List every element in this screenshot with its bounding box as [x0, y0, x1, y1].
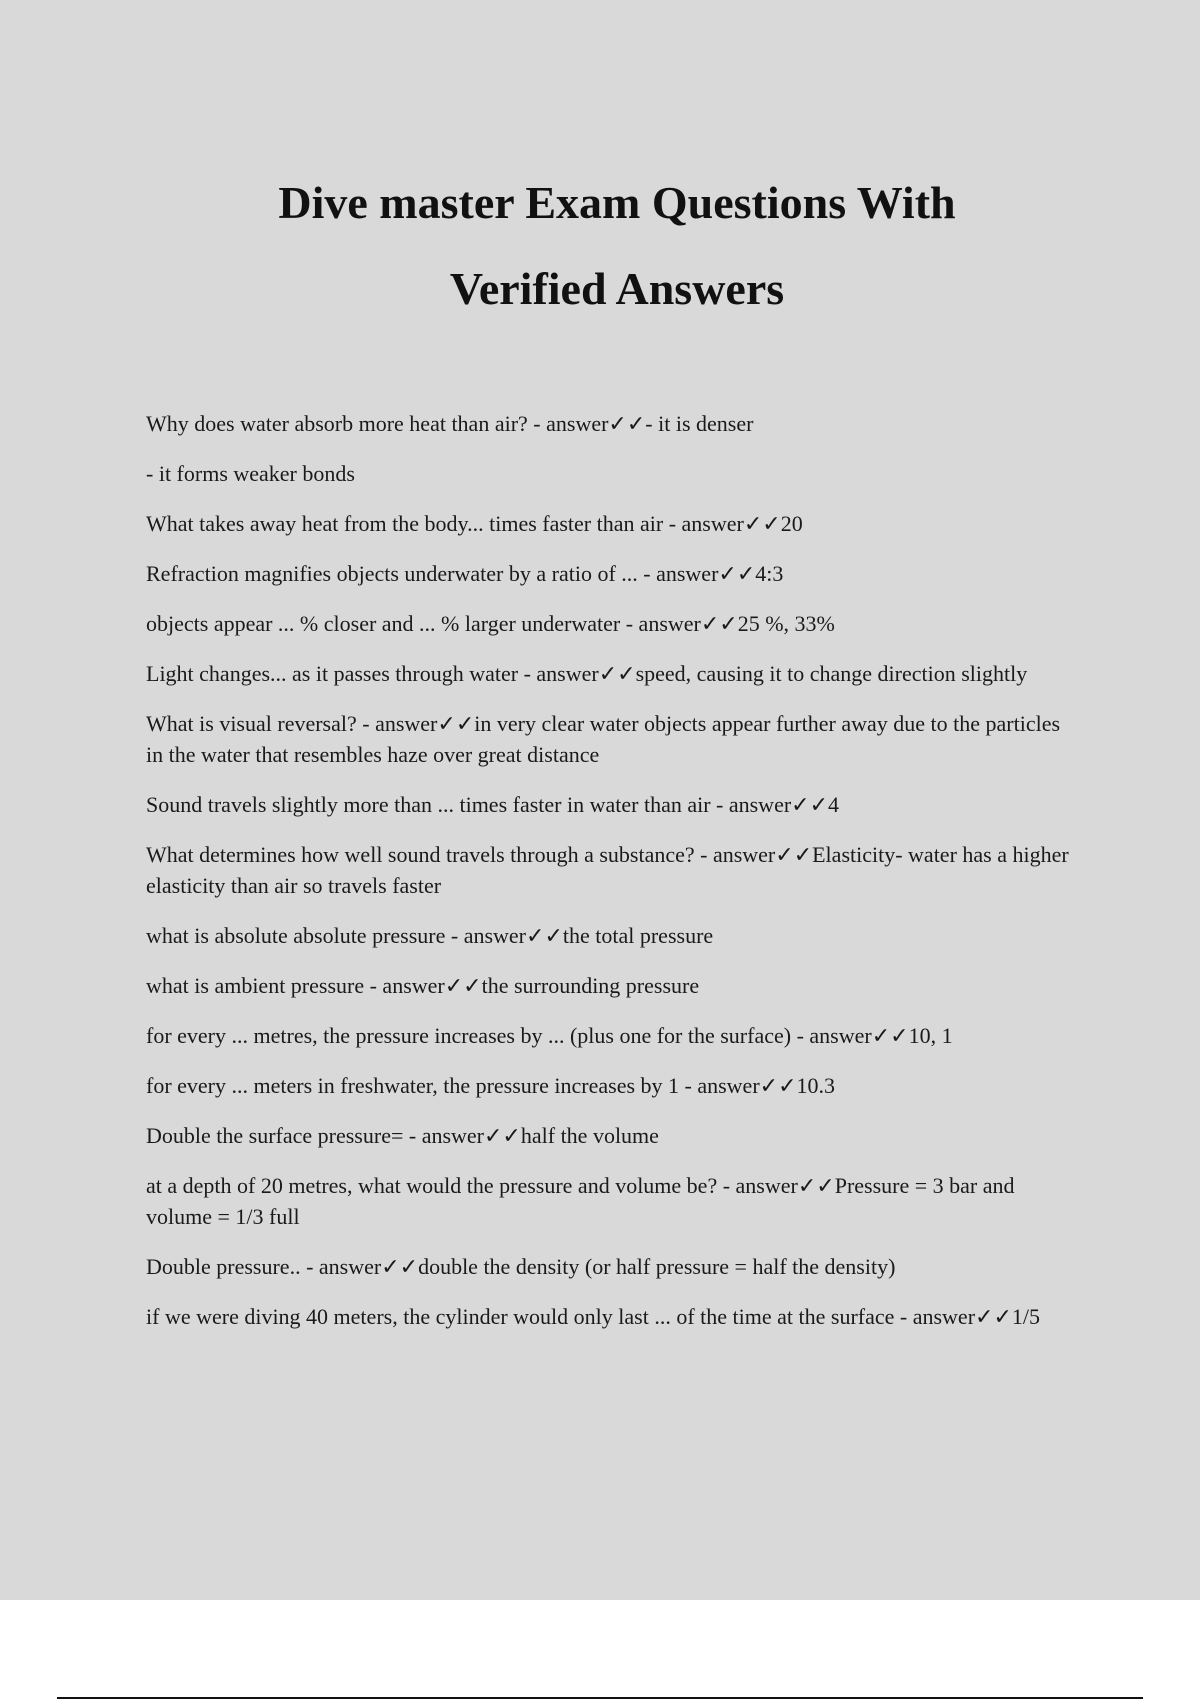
qa-item: - it forms weaker bonds [146, 461, 355, 486]
qa-item: what is absolute absolute pressure - answer✓✓the total pressure [146, 923, 714, 948]
qa-item: What takes away heat from the body... times faster than air - answer✓✓20 [146, 511, 803, 536]
qa-item: What determines how well sound travels through a substance? - answer✓✓Elasticity- water has a higher elasticity than air so travels faster [146, 842, 1069, 898]
qa-item: objects appear ... % closer and ... % larger underwater - answer✓✓25 %, 33% [146, 611, 835, 636]
qa-item: Double the surface pressure= - answer✓✓half the volume [146, 1123, 659, 1148]
title-line-2: Verified Answers [449, 263, 785, 314]
qa-item: Refraction magnifies objects underwater by a ratio of ... - answer✓✓4:3 [146, 561, 784, 586]
page-title [0, 160, 1200, 332]
qa-item: What is visual reversal? - answer✓✓in very clear water objects appear further away due to the particles in the water that resembles haze over great distance [146, 711, 1061, 767]
qa-item: for every ... metres, the pressure increases by ... (plus one for the surface) - answer✓✓10, 1 [146, 1023, 953, 1048]
footer-divider [57, 1697, 1143, 1699]
qa-item: Why does water absorb more heat than air? - answer✓✓- it is denser [146, 411, 754, 436]
title-line-1: Dive master Exam Questions With [278, 177, 956, 228]
qa-list [146, 408, 1076, 1351]
qa-item: Sound travels slightly more than ... times faster in water than air - answer✓✓4 [146, 792, 840, 817]
qa-item: Light changes... as it passes through water - answer✓✓speed, causing it to change direction slightly [146, 661, 1028, 686]
qa-item: if we were diving 40 meters, the cylinder would only last ... of the time at the surface - answer✓✓1/5 [146, 1304, 1040, 1329]
qa-item: Double pressure.. - answer✓✓double the density (or half pressure = half the density) [146, 1254, 896, 1279]
qa-item: what is ambient pressure - answer✓✓the surrounding pressure [146, 973, 700, 998]
qa-item: at a depth of 20 metres, what would the pressure and volume be? - answer✓✓Pressure = 3 bar and volume = 1/3 full [146, 1173, 1015, 1229]
qa-item: for every ... meters in freshwater, the pressure increases by 1 - answer✓✓10.3 [146, 1073, 836, 1098]
